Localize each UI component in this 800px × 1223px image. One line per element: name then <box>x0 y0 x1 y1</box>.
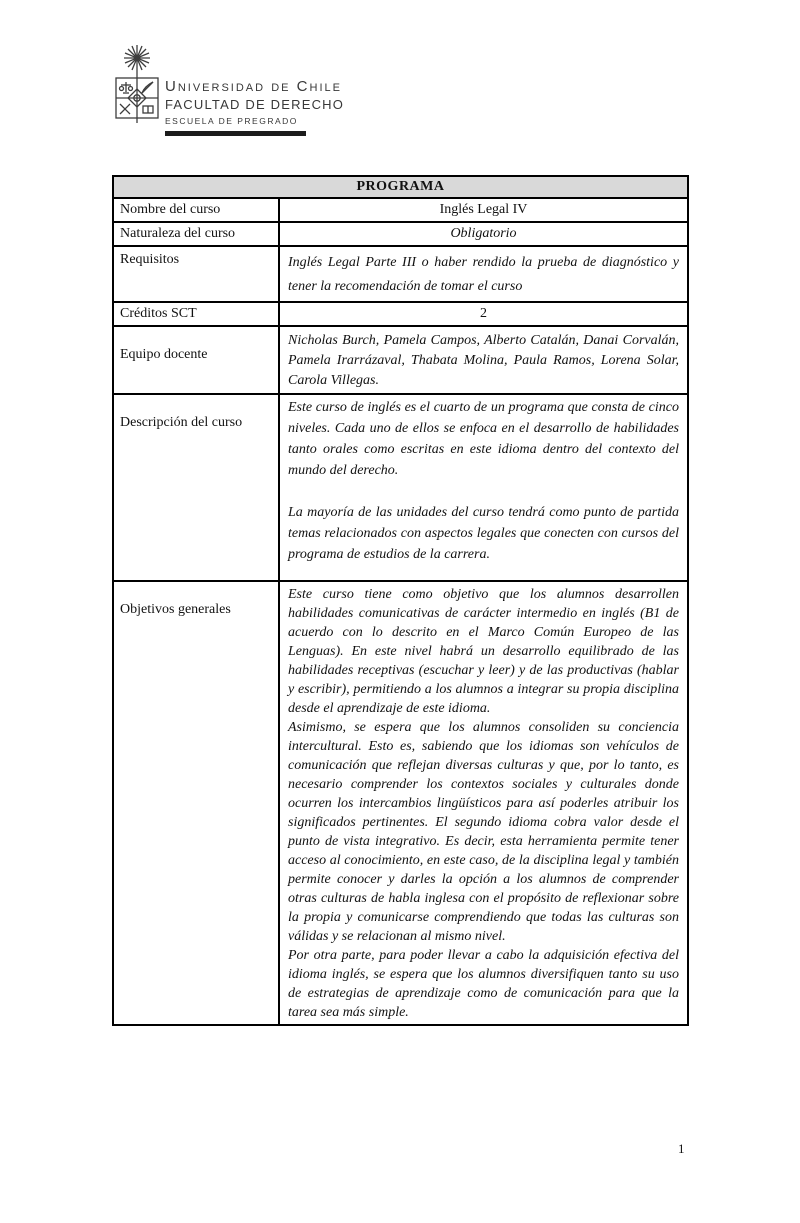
scales-icon <box>120 82 133 93</box>
university-crest-logo <box>112 44 162 128</box>
letterhead <box>165 78 344 136</box>
table-row-nombre <box>113 198 688 222</box>
university-name: Universidad de Chile <box>165 78 342 95</box>
row-label-naturaleza: Naturaleza del curso <box>113 222 279 246</box>
program-table <box>112 175 689 1026</box>
school-name: ESCUELA DE PREGRADO <box>165 116 298 126</box>
objetivos-paragraph: Asimismo, se espera que los alumnos consoliden su conciencia intercultural. Esto es, sabiendo que los idiomas son vehículos de comunicación que reflejan diversas culturas y que, por lo tanto, es necesario comprender los contextos sociales y culturales donde ocurren los intercambios lingüísticos para así poderles atribuir los significados pertinentes. El segundo idioma cobra valor desde el punto de vista integrativo. Es decir, esta herramienta permite tener acceso al conocimiento, en este caso, de la disciplina legal y también permite conocer y darles la opción a los alumnos de comprender otras culturas de habla inglesa con el propósito de reflexionar sobre la propia y comunicarse comprendiendo que todas las culturas son válidas y se relacionan al mismo nivel. <box>288 720 679 944</box>
row-label-nombre: Nombre del curso <box>113 198 279 222</box>
objetivos-paragraph: Por otra parte, para poder llevar a cabo la adquisición efectiva del idioma inglés, se espera que los alumnos diversifiquen tanto su uso de estrategias de aprendizaje como de comunicación para que la tarea sea más simple. <box>288 948 679 1020</box>
row-value-equipo: Nicholas Burch, Pamela Campos, Alberto Catalán, Danai Corvalán, Pamela Irarrázaval, Thabata Molina, Paula Ramos, Lorena Solar, Carola Villegas. <box>279 326 688 394</box>
table-row-creditos <box>113 302 688 326</box>
row-value-requisitos: Inglés Legal Parte III o haber rendido la prueba de diagnóstico y tener la recomendación de tomar el curso <box>279 246 688 302</box>
table-row-requisitos <box>113 246 688 302</box>
row-value-descripcion <box>279 394 688 581</box>
faculty-name: FACULTAD DE DERECHO <box>165 97 345 112</box>
page-number: 1 <box>678 1141 685 1156</box>
letterhead-rule <box>165 131 306 136</box>
table-row-equipo <box>113 326 688 394</box>
row-value-naturaleza: Obligatorio <box>279 222 688 246</box>
row-label-requisitos: Requisitos <box>113 246 279 302</box>
row-label-creditos: Créditos SCT <box>113 302 279 326</box>
pick-icon <box>120 104 130 114</box>
row-value-nombre: Inglés Legal IV <box>279 198 688 222</box>
row-label-objetivos: Objetivos generales <box>113 581 279 1025</box>
descripcion-paragraph: Este curso de inglés es el cuarto de un programa que consta de cinco niveles. Cada uno de ellos se enfoca en el desarrollo de habilidades tanto orales como escritas en este idioma dentro del contexto del mundo del derecho. <box>288 400 679 478</box>
table-row-naturaleza <box>113 222 688 246</box>
row-value-objetivos <box>279 581 688 1025</box>
descripcion-paragraph: La mayoría de las unidades del curso tendrá como punto de partida temas relacionados con aspectos legales que conecten con cursos del programa de estudios de la carrera. <box>288 505 679 562</box>
row-label-descripcion: Descripción del curso <box>113 394 279 581</box>
table-title-row <box>113 176 688 198</box>
quill-icon <box>142 82 153 93</box>
table-row-objetivos <box>113 581 688 1025</box>
book-icon <box>143 106 153 113</box>
objetivos-paragraph: Este curso tiene como objetivo que los alumnos desarrollen habilidades comunicativas de carácter intermedio en inglés (B1 de acuerdo con lo descrito en el Marco Común Europeo de las Lenguas). En este nivel habrá un desarrollo equilibrado de las habilidades receptivas (escuchar y leer) y de las productivas (hablar y escribir), permitiendo a los alumnos a integrar su propia disciplina desde el aprendizaje de este idioma. <box>288 587 679 716</box>
row-label-equipo: Equipo docente <box>113 326 279 394</box>
table-row-descripcion <box>113 394 688 581</box>
row-value-creditos: 2 <box>279 302 688 326</box>
table-title: PROGRAMA <box>113 176 688 198</box>
